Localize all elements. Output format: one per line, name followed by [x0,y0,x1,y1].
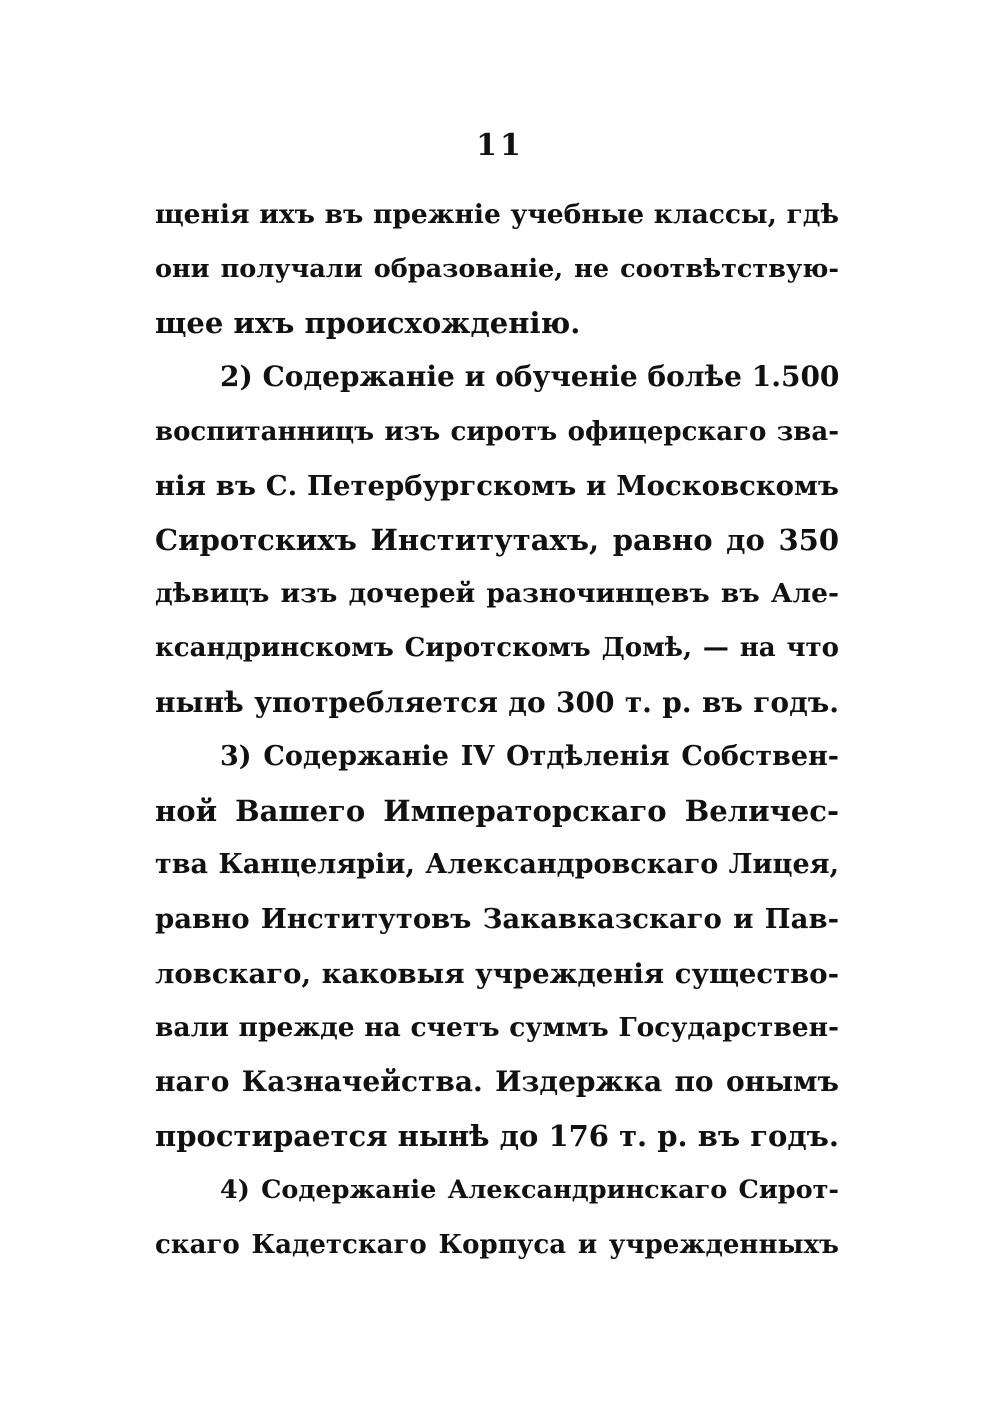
text-line: равно Институтовъ Закавказскаго и Пав- [155,903,839,935]
text-line: они получали образованіе, не соотвѣтствую- [155,254,839,284]
text-line: нія въ С. Петербургскомъ и Московскомъ [155,470,839,502]
text-line: 4) Содержаніе Александринскаго Сирот- [220,1175,839,1205]
text-line: ксандринскомъ Сиротскомъ Домѣ, — на что [155,633,839,663]
text-line: наго Казначейства. Издержка по онымъ [155,1065,839,1098]
page-number: 11 [476,128,524,163]
text-line: скаго Кадетскаго Корпуса и учрежденныхъ [155,1230,839,1260]
text-line: Сиротскихъ Институтахъ, равно до 350 [155,523,839,557]
text-line: нынѣ употребляется до 300 т. р. въ годъ. [155,686,839,719]
text-line: простирается нынѣ до 176 т. р. въ годъ. [155,1119,839,1153]
text-line: вали прежде на счетъ суммъ Государствен- [155,1012,839,1043]
text-line: 2) Содержаніе и обученіе болѣе 1.500 [220,360,840,393]
text-line: ловскаго, каковыя учрежденія существо- [155,958,839,990]
text-line: ной Вашего Императорскаго Величес- [155,794,839,828]
text-line: 3) Содержаніе IV Отдѣленія Собствен- [220,741,839,772]
text-line: тва Канцеляріи, Александровскаго Лицея, [155,849,839,880]
text-line: дѣвицъ изъ дочерей разночинцевъ въ Але- [155,578,839,609]
text-line: щее ихъ происхожденію. [155,306,581,340]
text-line: воспитанницъ изъ сиротъ офицерскаго зва- [155,417,839,447]
text-line: щенія ихъ въ прежніе учебные классы, гдѣ [155,199,839,230]
